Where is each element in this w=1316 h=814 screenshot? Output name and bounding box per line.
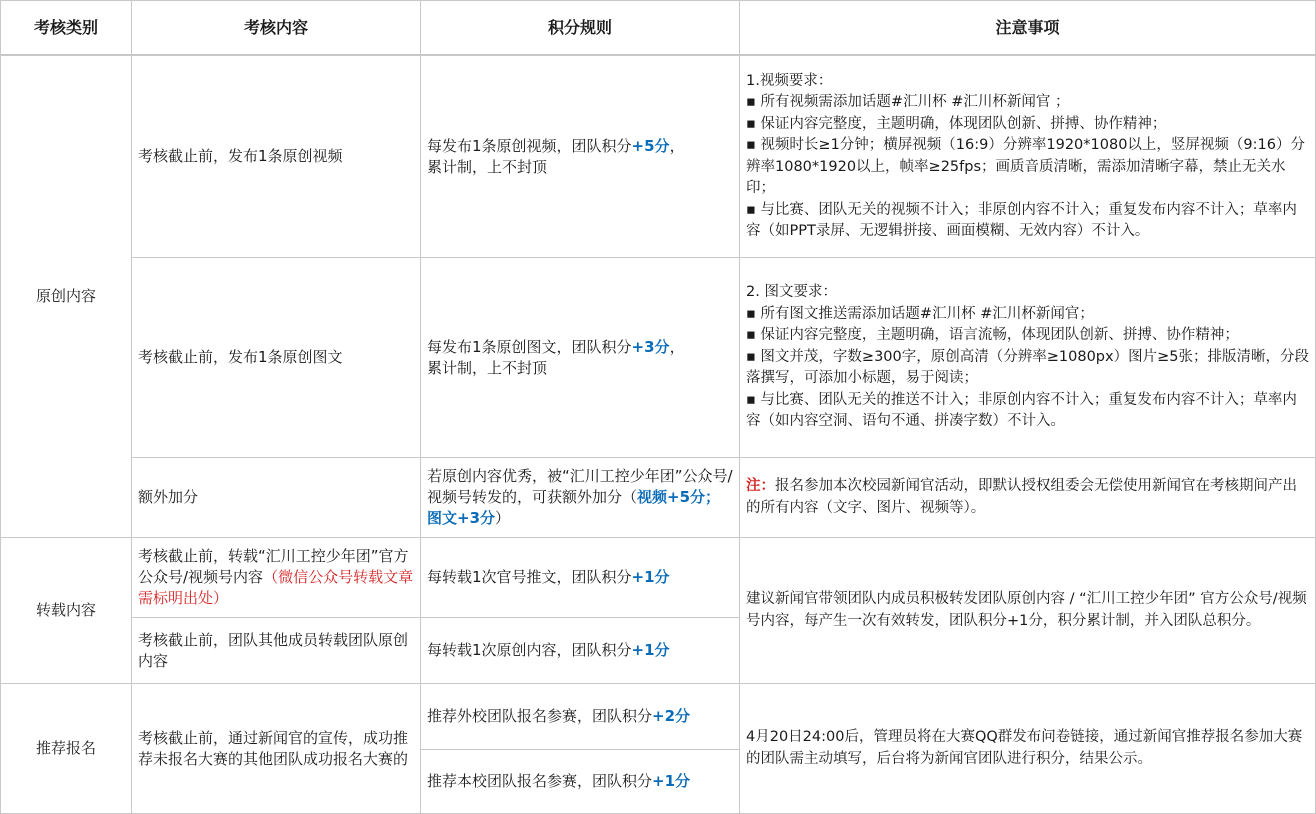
rule-repost-official [421,538,740,618]
rule-punct: ） [495,509,511,527]
rule-referral-internal [421,750,740,814]
points-value: +1分 [631,568,670,586]
points-value: +3分 [631,337,670,356]
category-referral: 推荐报名 [0,684,132,814]
header-content: 考核内容 [132,0,421,56]
notes-repost [740,538,1316,684]
content-referral: 考核截止前，通过新闻官的宣传，成功推荐未报名大赛的其他团队成功报名大赛的 [132,684,421,814]
note-line: 2. 图文要求： [746,284,837,301]
content-repost-official [132,538,421,618]
rule-punct: ， [669,337,685,356]
rule-referral-external [421,684,740,750]
category-repost: 转载内容 [0,538,132,684]
content-extra-bonus: 额外加分 [132,458,421,538]
rule-text: 每发布1条原创图文，团队积分 [427,337,632,356]
content-original-video: 考核截止前，发布1条原创视频 [132,56,421,258]
points-value: +1分 [631,641,670,659]
note-line: ▪ 保证内容完整度，主题明确，体现团队创新、拼搏、协作精神； [746,115,1167,132]
rule-text: 每转载1次原创内容，团队积分 [427,641,632,659]
rule-text: 若原创内容优秀，被“汇川工控少年团”公众号/视频号转发的，可获额外加分（ [427,467,733,506]
header-notes: 注意事项 [740,0,1316,56]
rule-text: 推荐本校团队报名参赛，团队积分 [427,772,653,790]
category-original: 原创内容 [0,56,132,538]
content-repost-member: 考核截止前，团队其他成员转载团队原创内容 [132,618,421,684]
rule-line2: 累计制，上不封顶 [427,157,548,176]
points-value: 视频+5分；图文+3分 [427,488,721,527]
note-text: 报名参加本次校园新闻官活动，即默认授权组委会无偿使用新闻官在考核期间产出的所有内容（文字、图片、视频等）。 [746,478,1297,516]
rule-repost-member [421,618,740,684]
rule-original-article [421,258,740,458]
rule-line2: 累计制，上不封顶 [427,358,548,377]
rule-text: 每转载1次官号推文，团队积分 [427,568,632,586]
note-line: ▪ 视频时长≥1分钟；横屏视频（16:9）分辨率1920*1080以上，竖屏视频（9:16）分辨率1080*1920以上，帧率≥25fps；画质音质清晰，需添加清晰字幕，禁止无关水印； [746,137,1305,196]
note-line: ▪ 与比赛、团队无关的视频不计入；非原创内容不计入；重复发布内容不计入；草率内容（如PPT录屏、无逻辑拼接、画面模糊、无效内容）不计入。 [746,201,1297,239]
rule-text: 推荐外校团队报名参赛，团队积分 [427,707,653,725]
header-rule: 积分规则 [421,0,740,56]
content-text: 考核截止前，转载“汇川工控少年团”官方公众号/视频号内容 [138,547,409,586]
notes-referral [740,684,1316,814]
content-red-note: （微信公众号转载文章需标明出处） [138,568,414,607]
note-line: ▪ 与比赛、团队无关的推送不计入；非原创内容不计入；重复发布内容不计入；草率内容（如内容空洞、语句不通、拼凑字数）不计入。 [746,391,1297,430]
notes-video-requirements [740,56,1316,258]
rule-punct: ， [669,136,685,155]
note-text: 建议新闻官带领团队内成员积极转发团队原创内容 / “汇川工控少年团” 官方公众号/视频号内容，每产生一次有效转发，团队积分+1分，积分累计制，并入团队总积分。 [746,591,1307,629]
note-text: 4月20日24:00后，管理员将在大赛QQ群发布问卷链接，通过新闻官推荐报名参加大赛的团队需主动填写，后台将为新闻官团队进行积分，结果公示。 [746,729,1303,767]
note-line: ▪ 所有图文推送需添加话题#汇川杯 #汇川杯新闻官； [746,305,1094,322]
note-line: ▪ 所有视频需添加话题#汇川杯 #汇川杯新闻官 ； [746,94,1070,110]
rule-extra-bonus [421,458,740,538]
rule-original-video [421,56,740,258]
note-label: 注： [746,478,775,494]
note-line: ▪ 图文并茂，字数≥300字，原创高清（分辨率≥1080px）图片≥5张；排版清晰，分段落撰写，可添加小标题，易于阅读； [746,348,1309,387]
header-category: 考核类别 [0,0,132,56]
content-original-article: 考核截止前，发布1条原创图文 [132,258,421,458]
points-value: +2分 [652,707,691,725]
points-value: +5分 [631,136,670,155]
note-line: 1.视频要求： [746,72,833,89]
notes-article-requirements [740,258,1316,458]
note-line: ▪ 保证内容完整度，主题明确，语言流畅，体现团队创新、拼搏、协作精神； [746,327,1239,344]
points-value: +1分 [652,772,691,790]
notes-authorization [740,458,1316,538]
rule-text: 每发布1条原创视频，团队积分 [427,136,632,155]
